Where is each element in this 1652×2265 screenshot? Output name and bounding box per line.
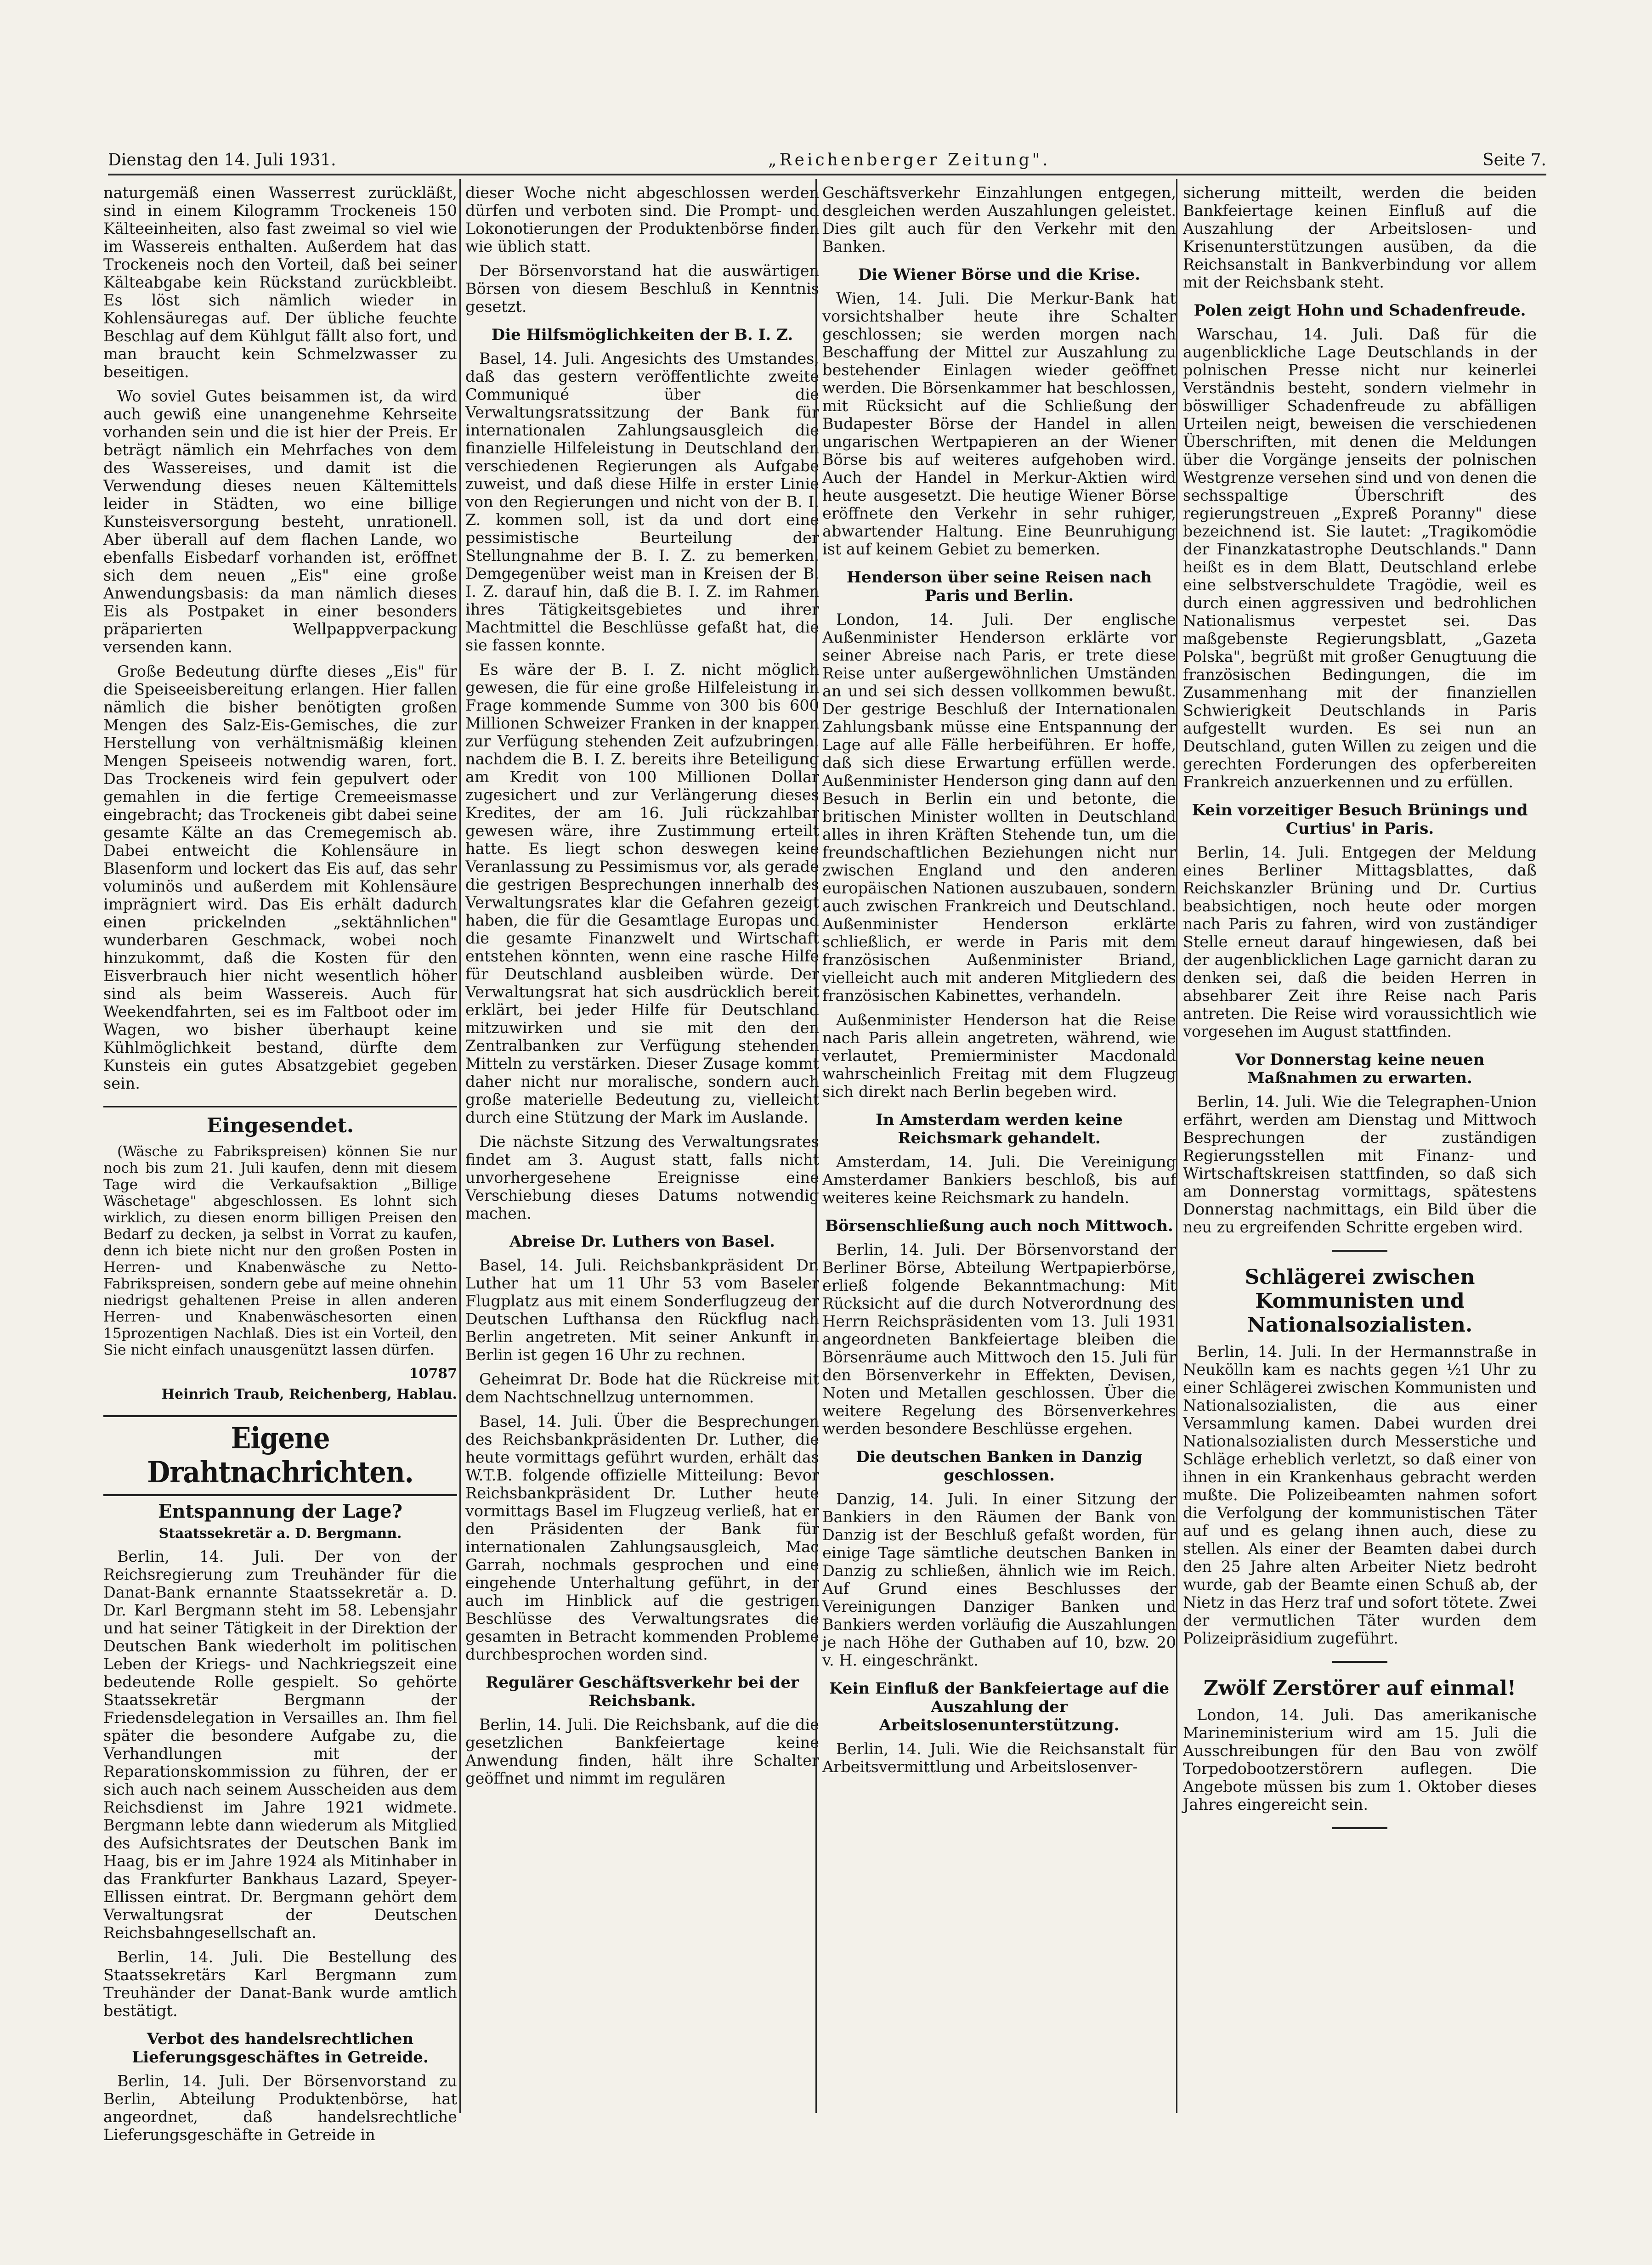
article-paragraph: Der Börsenvorstand hat die auswärtigen Börsen von diesem Beschluß in Kenntnis gesetzt. bbox=[465, 262, 819, 316]
article-paragraph: Berlin, 14. Juli. Die Bestellung des Staatssekretärs Karl Bergmann zum Treuhänder der Danat-Bank wurde amtlich bestätigt. bbox=[103, 1948, 457, 2020]
article-paragraph: Geschäftsverkehr Einzahlungen entgegen, desgleichen werden Auszahlungen geleistet. Dies gilt auch für den Verkehr mit den Banken. bbox=[822, 184, 1176, 255]
article-paragraph: Warschau, 14. Juli. Daß für die augenblickliche Lage Deutschlands in der polnischen Presse nicht nur keinerlei Verständnis besteht, sondern vielmehr in böswilliger Schadenfreude zu abfälligen Urteilen neigt, beweisen die verschiedenen Überschriften, mit denen die Meldungen über die Vorgänge jenseits der polnischen Westgrenze versehen sind und von denen die sechsspaltige Überschrift des regierungstreuen „Expreß Poranny" diese bezeichnend ist. Sie lautet: „Tragikomödie der Finanzkatastrophe Deutschlands." Dann heißt es in dem Blatt, Deutschland erlebe eine selbstverschuldete Tragödie, weil es durch einen aggressiven und bedrohlichen Nationalismus verpestet sei. Das maßgebenste Regierungsblatt, „Gazeta Polska", begrüßt mit großer Genugtuung die französischen Bedingungen, die im Zusammenhang mit der finanziellen Schwierigkeit Deutschlands in Paris aufgestellt wurden. Es sei nun an Deutschland, guten Willen zu zeigen und die gerechten Forderungen des opferbereiten Frankreich anzuerkennen und zu erfüllen. bbox=[1183, 325, 1537, 791]
article-headline: Zwölf Zerstörer auf einmal! bbox=[1203, 1677, 1516, 1700]
header-page-number: Seite 7. bbox=[1482, 150, 1546, 169]
article-headline: Kein vorzeitiger Besuch Brünings und Curtius' in Paris. bbox=[1192, 801, 1528, 838]
article-paragraph: Basel, 14. Juli. Reichsbankpräsident Dr. Luther hat um 11 Uhr 53 vom Baseler Flugplatz aus mit einem Sonderflugzeug der Deutschen Lufthansa den Rückflug nach Berlin angetreten. Mit seiner Ankunft in Berlin ist gegen 16 Uhr zu rechnen. bbox=[465, 1256, 819, 1364]
article-paragraph: London, 14. Juli. Das amerikanische Marineministerium wird am 15. Juli die Ausschreibungen für den Bau von zwölf Torpedobootzerstörern auflegen. Die Angebote müssen bis zum 1. Oktober dieses Jahres eingereicht sein. bbox=[1183, 1706, 1537, 1813]
article-paragraph: Berlin, 14. Juli. Entgegen der Meldung eines Berliner Mittagsblattes, daß Reichskanzler Brüning und Dr. Curtius beabsichtigen, noch heute oder morgen nach Paris zu fahren, wird von zuständiger Stelle erneut darauf hingewiesen, daß bei der augenblicklichen Lage garnicht daran zu denken sei, daß die beiden Herren in absehbarer Zeit ihre Reise nach Paris antreten. Die Reise wird voraussichtlich wie vorgesehen im August stattfinden. bbox=[1183, 843, 1537, 1040]
article-headline: Die deutschen Banken in Danzig geschlossen. bbox=[856, 1448, 1143, 1485]
article-paragraph: Große Bedeutung dürfte dieses „Eis" für die Speiseeisbereitung erlangen. Hier fallen nämlich die bisher benötigten großen Mengen des Salz-Eis-Gemisches, die zur Herstellung von verhältnismäßig kleinen Mengen Speiseeis notwendig waren, fort. Das Trockeneis wird fein gepulvert oder gemahlen in die fertige Cremeeismasse eingebracht; das Trockeneis gibt dabei seine gesamte Kälte an das Cremegemisch ab. Dabei entweicht die Kohlensäure in Blasenform und lockert das Eis auf, das sehr voluminös und außerdem mit Kohlensäure imprägniert wird. Das Eis erhält dadurch einen prickelnden „sektähnlichen" wunderbaren Geschmack, wobei noch hinzukommt, daß die Kosten für den Eisverbrauch hier nicht wesentlich höher sind als beim Wassereis. Auch für Weekendfahrten, sei es im Faltboot oder im Wagen, wo bisher überhaupt keine Kühlmöglichkeit bestand, dürfte dem Kunsteis ein gutes Absatzgebiet gegeben sein. bbox=[103, 662, 457, 1092]
article-paragraph: Geheimrat Dr. Bode hat die Rückreise mit dem Nachtschnellzug unternommen. bbox=[465, 1370, 819, 1406]
article-headline: Die Hilfsmöglichkeiten der B. I. Z. bbox=[491, 326, 793, 344]
separator-rule bbox=[1332, 1661, 1387, 1663]
advertisement-text: (Wäsche zu Fabrikspreisen) können Sie nur noch bis zum 21. Juli kaufen, denn mit diesem Tage wird die Verkaufsaktion „Billige Wäschetage" abgeschlossen. Es lohnt sich wirklich, zu diesen enorm billigen Preisen den Bedarf zu decken, ja selbst in Vorrat zu kaufen, denn ich biete nicht nur den großen Posten in Herren- und Knabenwäsche zu Netto-Fabrikspreisen, sondern gebe auf meine ohnehin niedrigst gehaltenen Preise in allen anderen Herren- und Knabenwäschesorten einen 15prozentigen Nachlaß. Dies ist ein Vorteil, den Sie nicht einfach unausgenützt lassen dürfen. bbox=[103, 1143, 457, 1358]
article-headline: Abreise Dr. Luthers von Basel. bbox=[509, 1232, 775, 1251]
article-paragraph: Die nächste Sitzung des Verwaltungsrates findet am 3. August statt, falls nicht unvorhergesehene Ereignisse eine Verschiebung dieses Datums notwendig machen. bbox=[465, 1133, 819, 1222]
article-headline: Polen zeigt Hohn und Schadenfreude. bbox=[1194, 301, 1526, 320]
article-paragraph: Es wäre der B. I. Z. nicht möglich gewesen, die für eine große Hilfeleistung in Frage kommende Summe von 300 bis 600 Millionen Schweizer Franken in der knappen zur Verfügung stehenden Zeit aufzubringen, nachdem die B. I. Z. bereits ihre Beteiligung am Kredit von 100 Millionen Dollar zugesichert und zur Verlängerung dieses Kredites, der am 16. Juli rückzahlbar gewesen wäre, ihre Zustimmung erteilt hatte. Es liegt schon deswegen keine Veranlassung zu Pessimismus vor, als gerade die gestrigen Besprechungen innerhalb des Verwaltungsrates klar die Gefahren gezeigt haben, die für die Gesamtlage Europas und die gesamte Finanzwelt und Wirtschaft entstehen könnten, wenn eine rasche Hilfe für Deutschland ausbleiben würde. Der Verwaltungsrat hat sich ausdrücklich bereit erklärt, bei jeder Hilfe für Deutschland mitzuwirken und sie mit den den Zentralbanken zur Verfügung stehenden Mitteln zu verstärken. Dieser Zusage kommt daher nicht nur moralische, sondern auch große materielle Bedeutung zu, vielleicht durch eine Stützung der Mark im Auslande. bbox=[465, 661, 819, 1126]
article-headline: Schlägerei zwischen Kommunisten und Nationalsozialisten. bbox=[1245, 1265, 1475, 1337]
header-newspaper-name: „Reichenberger Zeitung". bbox=[768, 150, 1051, 169]
article-subheadline: Staatssekretär a. D. Bergmann. bbox=[158, 1525, 402, 1542]
article-paragraph: Berlin, 14. Juli. Wie die Reichsanstalt für Arbeitsvermittlung und Arbeitslosenver- bbox=[822, 1740, 1176, 1776]
article-paragraph: Berlin, 14. Juli. Wie die Telegraphen-Union erfährt, werden am Dienstag und Mittwoch Besprechungen der zuständigen Regierungsstellen mit Finanz- und Wirtschaftskreisen stattfinden, so daß sich am Donnerstag vormittags, spätestens Donnerstag nachmittags, ein Bild über die neu zu ergreifenden Schritte ergeben wird. bbox=[1183, 1093, 1537, 1236]
separator-rule bbox=[1332, 1827, 1387, 1829]
column-1 bbox=[103, 184, 457, 2150]
article-headline: In Amsterdam werden keine Reichsmark gehandelt. bbox=[875, 1111, 1123, 1147]
column-4 bbox=[1183, 184, 1537, 1834]
article-headline: Regulärer Geschäftsverkehr bei der Reichsbank. bbox=[486, 1673, 799, 1710]
article-paragraph: Berlin, 14. Juli. Der Börsenvorstand der Berliner Börse, Abteilung Wertpapierbörse, erließ folgende Bekanntmachung: Mit Rücksicht auf die durch Notverordnung des Herrn Reichspräsidenten vom 13. Juli 1931 angeordneten Bankfeiertage bleiben die Börsenräume auch Mittwoch den 15. Juli für den Börsenverkehr in Effekten, Devisen, Noten und Metallen geschlossen. Über die weitere Regelung des Börsenverkehres werden besondere Beschlüsse ergehen. bbox=[822, 1241, 1176, 1438]
article-paragraph: sicherung mitteilt, werden die beiden Bankfeiertage keinen Einfluß auf die Auszahlung der Arbeitslosen- und Krisenunterstützungen ausüben, da die Reichsanstalt in Bankverbindung vor allem mit der Reichsbank steht. bbox=[1183, 184, 1537, 291]
article-headline: Kein Einfluß der Bankfeiertage auf die Auszahlung der Arbeitslosenunterstützung. bbox=[829, 1679, 1169, 1734]
article-paragraph: Berlin, 14. Juli. Der von der Reichsregierung zum Treuhänder für die Danat-Bank ernannte Staatssekretär a. D. Dr. Karl Bergmann steht im 58. Lebensjahr und hat seiner Tätigkeit in der Direktion der Deutschen Bank wiederholt im politischen Leben der Kriegs- und Nachkriegszeit eine bedeutende Rolle gespielt. So gehörte Staatssekretär Bergmann der Friedensdelegation in Versailles an. Ihm fiel später die besondere Aufgabe zu, die Verhandlungen mit der Reparationskommission zu führen, der er sich auch nach seinem Ausscheiden aus dem Reichsdienst im Jahre 1921 widmete. Bergmann lebte dann wiederum als Mitglied des Aufsichtsrates der Deutschen Bank im Haag, bis er im Jahre 1924 als Mitinhaber in das Frankfurter Bankhaus Lazard, Speyer-Ellissen eintrat. Dr. Bergmann gehört dem Verwaltungsrat der Deutschen Reichsbahngesellschaft an. bbox=[103, 1548, 457, 1942]
article-paragraph: Wien, 14. Juli. Die Merkur-Bank hat vorsichtshalber heute ihre Schalter geschlossen; sie werden morgen nach Beschaffung der Mittel zur Auszahlung zu bestehender Einlagen wieder geöffnet werden. Die Börsenkammer hat beschlossen, mit Rücksicht auf die Schließung der Budapester Börse der Handel in allen ungarischen Wertpapieren an der Wiener Börse bis auf weiteres aufgehoben wird. Auch der Handel in Merkur-Aktien wird heute ausgesetzt. Die heutige Wiener Börse eröffnete den Verkehr in sehr ruhiger, abwartender Haltung. Eine Beunruhigung ist auf keinem Gebiet zu bemerken. bbox=[822, 289, 1176, 558]
article-headline: Börsenschließung auch noch Mittwoch. bbox=[825, 1217, 1173, 1235]
article-paragraph: London, 14. Juli. Der englische Außenminister Henderson erklärte vor seiner Abreise nach Paris, er trete diese Reise unter außergewöhnlichen Umständen an und sei sich dessen vollkommen bewußt. Der gestrige Beschluß der Internationalen Zahlungsbank müsse eine Entspannung der Lage auf alle Fälle herbeiführen. Er hoffe, daß sich diese Erwartung erfüllen werde. Außenminister Henderson ging dann auf den Besuch in Berlin ein und betonte, die britischen Minister wollten in Deutschland alles in ihren Kräften Stehende tun, um die freundschaftlichen Beziehungen nicht nur zwischen England und den anderen europäischen Nationen auszubauen, sondern auch zwischen Frankreich und Deutschland. Außenminister Henderson erklärte schließlich, er werde in Paris mit dem französischen Außenminister Briand, vielleicht auch mit anderen Mitgliedern des französischen Kabinettes, verhandeln. bbox=[822, 610, 1176, 1005]
article-headline: Henderson über seine Reisen nach Paris und Berlin. bbox=[846, 568, 1152, 605]
article-paragraph: Berlin, 14. Juli. Die Reichsbank, auf die die gesetzlichen Bankfeiertage keine Anwendung finden, hält ihre Schalter geöffnet und nimmt im regulären bbox=[465, 1716, 819, 1787]
article-headline: Vor Donnerstag keine neuen Maßnahmen zu erwarten. bbox=[1235, 1051, 1485, 1087]
column-rule bbox=[459, 179, 461, 2113]
article-paragraph: Basel, 14. Juli. Über die Besprechungen des Reichsbankpräsidenten Dr. Luther, die heute vormittags geführt wurden, erhält das W.T.B. folgende offizielle Mitteilung: Bevor Reichsbankpräsident Dr. Luther heute vormittags Basel im Flugzeug verließ, hat er den Präsidenten der Bank für internationalen Zahlungsausgleich, Mac Garrah, nochmals gesprochen und eine eingehende Unterhaltung geführt, in der auch im Hinblick auf die gestrigen Beschlüsse des Verwaltungsrates die gesamten in Betracht kommenden Probleme durchbesprochen worden sind. bbox=[465, 1412, 819, 1663]
article-paragraph: Basel, 14. Juli. Angesichts des Umstandes, daß das gestern veröffentlichte zweite Communiqué über die Verwaltungsratssitzung der Bank für internationalen Zahlungsausgleich die finanzielle Hilfeleistung in Deutschland den verschiedenen Regierungen als Aufgabe zuweist, und daß diese Hilfe in erster Linie von den Regierungen und nicht von der B. I. Z. kommen soll, ist da und dort eine pessimistische Beurteilung der Stellungnahme der B. I. Z. zu bemerken. Demgegenüber weist man in Kreisen der B. I. Z. darauf hin, daß die B. I. Z. im Rahmen ihres Tätigkeitsgebietes und ihrer Machtmittel die Beschlüsse gefaßt hat, die sie fassen konnte. bbox=[465, 350, 819, 654]
article-headline: Verbot des handelsrechtlichen Lieferungsgeschäftes in Getreide. bbox=[132, 2030, 429, 2067]
article-paragraph: Danzig, 14. Juli. In einer Sitzung der Bankiers in den Räumen der Bank von Danzig ist der Beschluß gefaßt worden, für einige Tage sämtliche deutschen Banken in Danzig zu schließen, ähnlich wie im Reich. Auf Grund eines Beschlusses der Vereinigungen Danziger Banken und Bankiers werden vorläufig die Auszahlungen je nach Höhe der Guthaben auf 10, bzw. 20 v. H. eingeschränkt. bbox=[822, 1490, 1176, 1669]
article-headline: Die Wiener Börse und die Krise. bbox=[858, 265, 1141, 284]
advertisement-number: 10787 bbox=[409, 1366, 457, 1382]
article-paragraph: Außenminister Henderson hat die Reise nach Paris allein angetreten, während, wie verlautet, Premierminister Macdonald wahrscheinlich Freitag mit dem Flugzeug sich direkt nach Berlin begeben wird. bbox=[822, 1011, 1176, 1101]
column-rule bbox=[1176, 179, 1177, 2113]
article-paragraph: dieser Woche nicht abgeschlossen werden dürfen und verboten sind. Die Prompt- und Lokonotierungen der Produktenbörse finden wie üblich statt. bbox=[465, 184, 819, 255]
header-date: Dienstag den 14. Juli 1931. bbox=[108, 150, 336, 169]
article-paragraph: Berlin, 14. Juli. In der Hermannstraße in Neukölln kam es nachts gegen ½1 Uhr zu einer Schlägerei zwischen Kommunisten und Nationalsozialisten, die aus einer Versammlung kamen. Dabei wurden drei Nationalsozialisten durch Messerstiche und Schläge erheblich verletzt, so daß einer von ihnen in ein Krankenhaus gebracht werden mußte. Die Polizeibeamten nahmen sofort die Verfolgung der kommunistischen Täter auf und es gelang ihnen auch, diese zu stellen. Als einer der Beamten dabei durch den 25 Jahre alten Arbeiter Nietz bedroht wurde, gab der Beamte einen Schuß ab, der Nietz in das Herz traf und sofort tötete. Zwei der vermutlichen Täter wurden dem Polizeipräsidium zugeführt. bbox=[1183, 1343, 1537, 1647]
column-2 bbox=[465, 184, 819, 1794]
section-title-drahtnachrichten: Eigene Drahtnachrichten. bbox=[103, 1415, 457, 1496]
column-3 bbox=[822, 184, 1176, 1782]
article-paragraph: Amsterdam, 14. Juli. Die Vereinigung Amsterdamer Bankiers beschloß, bis auf weiteres keine Reichsmark zu handeln. bbox=[822, 1153, 1176, 1207]
advertisement-signature: Heinrich Traub, Reichenberg, Hablau. bbox=[161, 1386, 457, 1402]
article-headline: Entspannung der Lage? bbox=[158, 1501, 402, 1522]
page-header bbox=[108, 146, 1546, 175]
article-paragraph: Wo soviel Gutes beisammen ist, da wird auch gewiß eine unangenehme Kehrseite vorhanden sein und die ist hier der Preis. Er beträgt nämlich ein Mehrfaches von dem des Wassereises, und damit ist die Verwendung dieses neuen Kältemittels leider in Städten, wo eine billige Kunsteisversorgung besteht, unrationell. Aber überall auf dem flachen Lande, wo ebenfalls Eisbedarf vorhanden ist, eröffnet sich dem neuen „Eis" eine große Anwendungsbasis: da man nämlich dieses Eis als Postpaket in einer besonders präparierten Wellpappverpackung versenden kann. bbox=[103, 387, 457, 656]
separator-rule bbox=[1332, 1250, 1387, 1252]
article-paragraph: naturgemäß einen Wasserrest zurückläßt, sind in einem Kilogramm Trockeneis 150 Kälteeinheiten, also fast zweimal so viel wie im Wassereis enthalten. Außerdem hat das Trockeneis noch den Vorteil, daß bei seiner Kälteabgabe kein Rückstand zurückbleibt. Es löst sich nämlich wieder in Kohlensäuregas auf. Der übliche feuchte Beschlag auf dem Kühlgut fällt also fort, und man braucht kein Schmelzwasser zu beseitigen. bbox=[103, 184, 457, 381]
article-paragraph: Berlin, 14. Juli. Der Börsenvorstand zu Berlin, Abteilung Produktenbörse, hat angeordnet, daß handelsrechtliche Lieferungsgeschäfte in Getreide in bbox=[103, 2072, 457, 2144]
section-heading-eingesendet: Eingesendet. bbox=[103, 1106, 457, 1138]
